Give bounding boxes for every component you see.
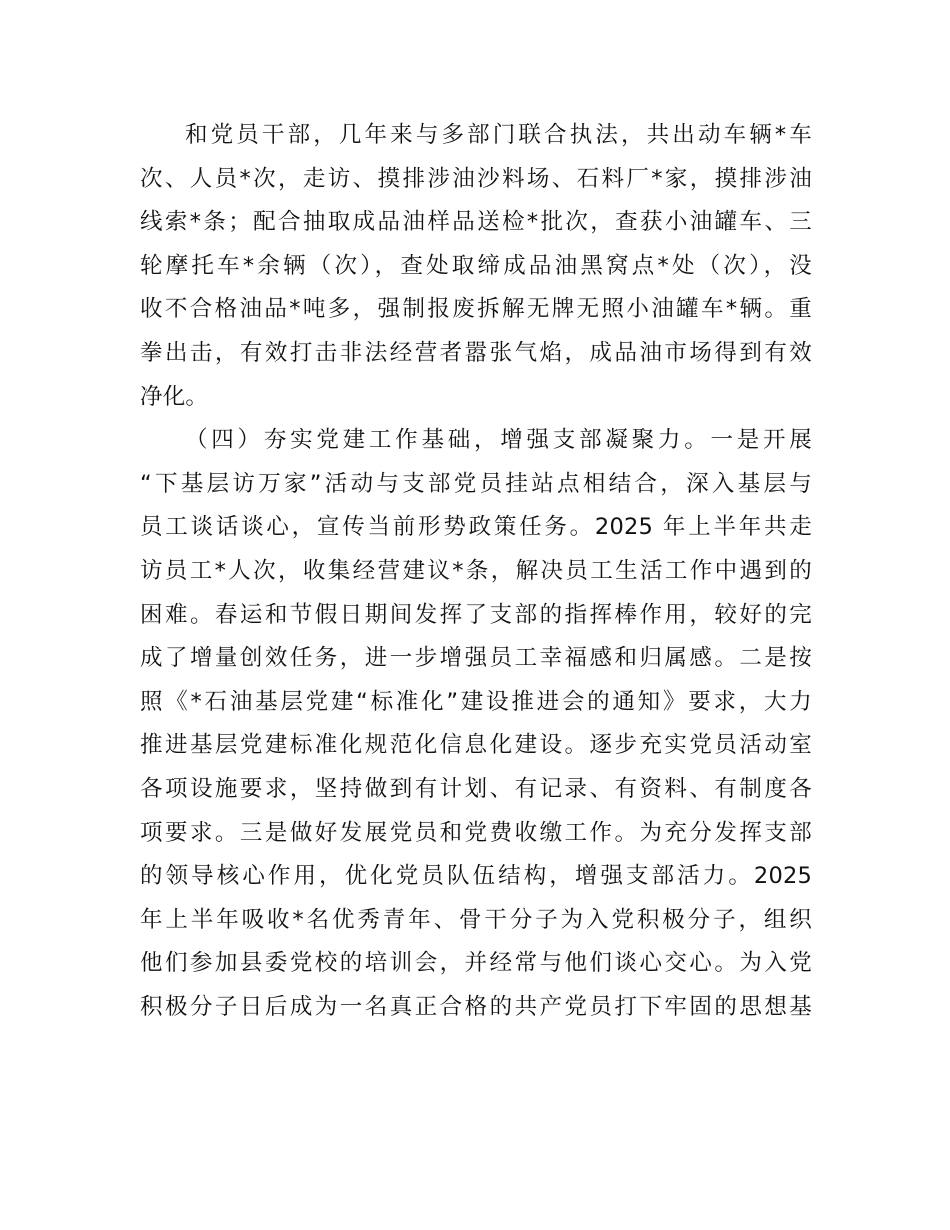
paragraph-1-line-3: 线索*条；配合抽取成品油样品送检*批次，查获小油罐车、三	[140, 209, 812, 236]
paragraph-1-line-6: 拳出击，有效打击非法经营者嚣张气焰，成品油市场得到有效	[140, 339, 812, 366]
paragraph-2-line-7: 照《*石油基层党建“标准化”建设推进会的通知》要求，大力	[140, 688, 812, 715]
paragraph-2-line-2: “下基层访万家”活动与支部党员挂站点相结合，深入基层与	[140, 470, 812, 497]
paragraph-2-line-6: 成了增量创效任务，进一步增强员工幸福感和归属感。二是按	[140, 645, 812, 672]
paragraph-1-line-2: 次、人员*次，走访、摸排涉油沙料场、石料厂*家，摸排涉油	[140, 165, 812, 192]
paragraph-2-line-10: 项要求。三是做好发展党员和党费收缴工作。为充分发挥支部	[140, 819, 812, 846]
paragraph-2-line-8: 推进基层党建标准化规范化信息化建设。逐步充实党员活动室	[140, 732, 812, 759]
body-text	[140, 114, 812, 1029]
paragraph-2-line-3: 员工谈话谈心，宣传当前形势政策任务。2025 年上半年共走	[140, 514, 812, 541]
paragraph-2-line-11: 的领导核心作用，优化党员队伍结构，增强支部活力。2025	[140, 863, 812, 890]
paragraph-2-line-14: 积极分子日后成为一名真正合格的共产党员打下牢固的思想基	[140, 993, 812, 1020]
paragraph-2-line-9: 各项设施要求，坚持做到有计划、有记录、有资料、有制度各	[140, 775, 812, 802]
paragraph-2-line-5: 困难。春运和节假日期间发挥了支部的指挥棒作用，较好的完	[140, 601, 812, 628]
paragraph-1-line-1: 和党员干部，几年来与多部门联合执法，共出动车辆*车	[185, 122, 812, 148]
paragraph-1-line-4: 轮摩托车*余辆（次），查处取缔成品油黑窝点*处（次），没	[140, 252, 812, 279]
paragraph-2-line-13: 他们参加县委党校的培训会，并经常与他们谈心交心。为入党	[140, 950, 812, 977]
paragraph-2-line-1: （四）夯实党建工作基础，增强支部凝聚力。一是开展	[185, 427, 812, 454]
paragraph-1-line-5: 收不合格油品*吨多，强制报废拆解无牌无照小油罐车*辆。重	[140, 296, 812, 323]
paragraph-2-line-4: 访员工*人次，收集经营建议*条，解决员工生活工作中遇到的	[140, 557, 812, 584]
paragraph-1-line-7: 净化。	[140, 383, 209, 410]
paragraph-2-line-12: 年上半年吸收*名优秀青年、骨干分子为入党积极分子，组织	[140, 906, 812, 933]
